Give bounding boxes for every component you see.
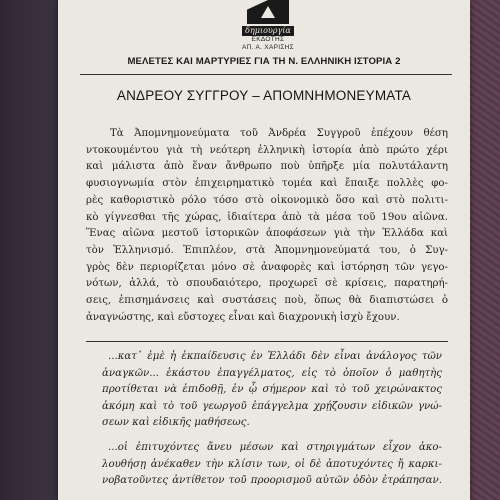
intro-line: Τὰ Ἀπομνημονεύματα τοῦ Ἀνδρέα Συγγροῦ ἐπέχουν θέση	[110, 128, 448, 139]
intro-line: κὸ γίγνεσθαι τῆς χώρας, ἰδιαίτερα ἀπὸ τὰ μέσα τοῦ 19ου αἰῶνα.	[86, 211, 448, 223]
book-back-cover	[58, 0, 470, 500]
fabric-background	[466, 0, 500, 500]
quote-line: νοβατοῦντες ἀντίθετον τοῦ προορισμοῦ αὐτῶν ὁδὸν ἐτράπησαν.	[102, 475, 442, 487]
publisher-label: ΕΚΔΟΤΗΣ	[251, 36, 285, 43]
intro-line: σεις, ἐπισημάνσεις καὶ συστάσεις ποὺ, ὅπως θὰ διαπιστώσει ὁ	[86, 295, 448, 307]
quote-line: προτίθεται νὰ ἐπιδοθῇ, ἐν ᾧ σήμερον καὶ τὸ τοῦ χειρώνακτος	[102, 384, 442, 396]
divider-middle	[86, 341, 448, 342]
intro-line: νότων, ἀλλά, τὸ σπουδαιότερο, προχωρεῖ σὲ κρίσεις, παρατηρή-	[86, 278, 448, 290]
intro-line: ἀναγνώστης, καὶ εὔστοχες εἶναι καὶ διαχρονικὴ ἰσχὺ ἔχουν.	[86, 311, 400, 323]
intro-line: ρὲς καθοριστικὸ ρόλο τόσο στὸ οἰκονομικὸ ὅσο καὶ στὸ πολιτι-	[86, 194, 448, 206]
intro-line: Ἕνας αἰῶνα μεστοῦ ἱστορικῶν ἀποφάσεων γιὰ τὴν Ἑλλάδα καὶ	[86, 228, 448, 240]
quote-line: σεων καὶ εἰδικῆς μαθήσεως.	[102, 417, 250, 429]
quote-line: ἀναγκῶν... ἑκάστου ἐπαγγέλματος, εἰς τὸ ὁποῖον ὁ μαθητὴς	[102, 367, 442, 379]
quote-line: ...οἱ ἐπιτυχόντες ἄνευ μέσων καὶ στηριγμάτων εἶχον ἀκο-	[108, 442, 442, 453]
publisher-logo-icon	[247, 0, 289, 24]
publisher-logo	[222, 0, 314, 52]
quote-line: ἀκόμη καὶ τὸ τοῦ γεωργοῦ ἐπάγγελμα χρῄζουσιν εἰδικῶν γνώ-	[102, 400, 442, 412]
intro-line: φυσιογνωμία στὸν ἐπιχειρηματικὸ τομέα καὶ ἔπαιξε πολλὲς φο-	[86, 178, 448, 190]
intro-line: καὶ μάλιστα ἀπὸ ἕναν ἄνθρωπο ποὺ ὑπῆρξε μία πολυτάλαντη	[86, 161, 448, 173]
quote-line: ...κατ᾽ ἐμὲ ἡ ἐκπαίδευσις ἐν Ἑλλάδι δὲν εἶναι ἀνάλογος τῶν	[108, 351, 442, 362]
quote-block-education	[102, 349, 442, 432]
publisher-logo-name: δημιουργία	[242, 26, 294, 36]
publisher-name: ΑΠ. Α. ΧΑΡΙΣΗΣ	[242, 44, 294, 51]
book-title: ΑΝΔΡΕΟΥ ΣΥΓΓΡΟΥ – ΑΠΟΜΝΗΜΟΝΕΥΜΑΤΑ	[116, 88, 412, 103]
intro-line: τὸν Ἑλληνισμό. Ἐπιπλέον, στὰ Ἀπομνημονεύματά του, ὁ Συγ-	[86, 244, 448, 256]
divider-top	[80, 74, 452, 75]
series-title: ΜΕΛΕΤΕΣ ΚΑΙ ΜΑΡΤΥΡΙΕΣ ΓΙΑ ΤΗ Ν. ΕΛΛΗΝΙΚΗ ΙΣΤΟΡΙΑ 2	[127, 56, 401, 67]
quote-block-success	[102, 440, 442, 490]
intro-line: γρὸς δὲν περιορίζεται μόνο σὲ ἀναφορὲς καὶ ἱστόρηση τῶν γεγο-	[86, 261, 448, 273]
intro-paragraph	[86, 126, 448, 326]
quote-line: λουθήσῃ ἀνέκαθεν τὴν κλίσιν των, οἱ δὲ ἀποτυχόντες ἤ καρκι-	[102, 458, 442, 470]
intro-line: ντοκουμέντου γιὰ τὴ νεότερη ἑλληνικὴ ἱστορία ἀπὸ πρώτο χέρι	[86, 144, 448, 156]
